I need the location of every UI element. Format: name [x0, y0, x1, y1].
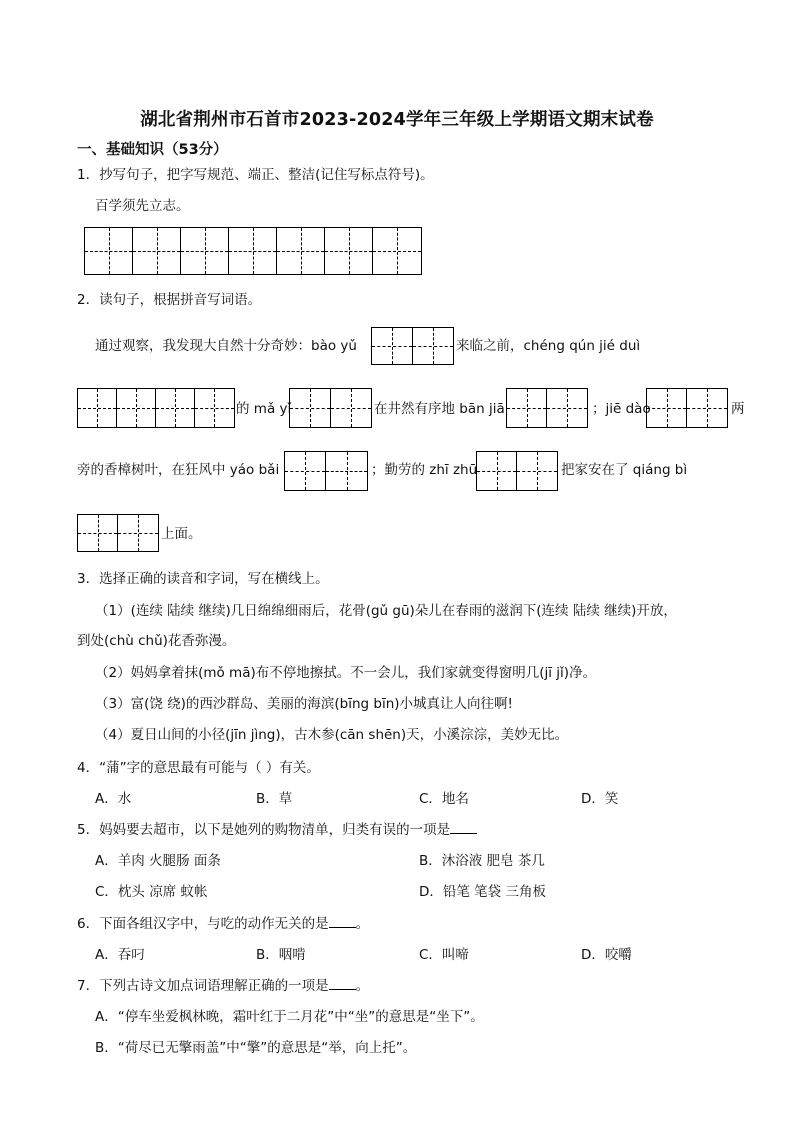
grid-cell[interactable] [118, 515, 158, 551]
q7-option-a[interactable]: A．“停车坐爱枫林晚，霜叶红于二月花”中“坐”的意思是“坐下”。 [95, 1009, 484, 1025]
q5-option-c[interactable]: C．枕头 凉席 蚊帐 [95, 884, 208, 900]
answer-blank[interactable] [450, 821, 477, 834]
grid-cell[interactable] [195, 389, 234, 427]
answer-grid-mayi[interactable] [289, 388, 372, 428]
answer-grid-yaobai[interactable] [284, 451, 368, 491]
q2-text-part: 旁的香樟树叶，在狂风中 yáo bǎi [77, 462, 280, 478]
grid-cell[interactable] [517, 452, 557, 490]
grid-cell[interactable] [290, 389, 331, 427]
q6-option-b[interactable]: B．咽啃 [256, 947, 306, 963]
grid-cell[interactable] [117, 389, 156, 427]
grid-cell[interactable] [78, 515, 118, 551]
answer-grid-zhizhu[interactable] [476, 451, 558, 491]
q4-option-b[interactable]: B．草 [256, 791, 293, 807]
grid-cell[interactable] [325, 228, 373, 274]
answer-grid-qiangbi[interactable] [77, 514, 159, 552]
q2-text-part: 在井然有序地 bān jiā [374, 401, 505, 417]
q6-option-a[interactable]: A．吞叼 [95, 947, 145, 963]
q2-text-part: 上面。 [161, 526, 202, 542]
q4-option-d[interactable]: D．笑 [581, 791, 619, 807]
answer-grid-chengqunjiedui[interactable] [77, 388, 235, 428]
grid-cell[interactable] [156, 389, 195, 427]
grid-cell[interactable] [229, 228, 277, 274]
q7-option-b[interactable]: B．“荷尽已无擎雨盖”中“擎”的意思是“举，向上托”。 [95, 1040, 417, 1056]
q2-text-part: 的 mǎ yǐ [236, 401, 292, 417]
q5-option-a[interactable]: A．羊肉 火腿肠 面条 [95, 853, 221, 869]
q7-stem-text: 7．下列古诗文加点词语理解正确的一项是 [77, 978, 329, 994]
q3-item-1: （1）(连续 陆续 继续)几日绵绵细雨后，花骨(gǔ gū)朵儿在春雨的滋润下(连续 陆续 继续)开放， [95, 603, 677, 619]
q6-option-d[interactable]: D．咬嚼 [581, 947, 632, 963]
question-6-stem [77, 915, 369, 933]
grid-cell[interactable] [373, 228, 421, 274]
answer-blank[interactable] [329, 915, 356, 928]
q2-text-part: ；勤劳的 zhī zhū [371, 462, 478, 478]
copy-writing-grid[interactable] [84, 227, 422, 275]
q3-item-1-cont: 到处(chù chǔ)花香弥漫。 [77, 633, 236, 649]
grid-cell[interactable] [331, 389, 372, 427]
answer-grid-baoyu[interactable] [371, 327, 454, 365]
q2-text-part: 来临之前，chéng qún jié duì [456, 338, 641, 354]
q2-text-part: 把家安在了 qiáng bì [561, 462, 688, 478]
q2-text-part: ；jiē dào [592, 401, 651, 417]
q5-option-b[interactable]: B．沐浴液 肥皂 茶几 [419, 853, 545, 869]
grid-cell[interactable] [78, 389, 117, 427]
q2-text-part: 通过观察，我发现大自然十分奇妙：bào yǔ [95, 338, 357, 354]
grid-cell[interactable] [647, 389, 687, 427]
question-4-stem: 4．“蒲”字的意思最有可能与（ ）有关。 [77, 760, 320, 776]
q4-option-c[interactable]: C．地名 [419, 791, 469, 807]
grid-cell[interactable] [547, 389, 587, 427]
question-1-stem: 1．抄写句子，把字写规范、端正、整洁(记住写标点符号)。 [77, 167, 434, 183]
grid-cell[interactable] [477, 452, 517, 490]
q2-text-part: 两 [731, 401, 745, 417]
grid-cell[interactable] [507, 389, 547, 427]
q3-item-3: （3）富(饶 绕)的西沙群岛、美丽的海滨(bīng bīn)小城真让人向往啊! [95, 696, 513, 712]
q3-item-4: （4）夏日山间的小径(jīn jìng)，古木参(cān shēn)天，小溪淙淙，美妙无比。 [95, 727, 569, 743]
answer-grid-jiedao[interactable] [646, 388, 728, 428]
grid-cell[interactable] [413, 328, 454, 364]
section-heading: 一、基础知识（53分） [77, 142, 228, 158]
exam-title: 湖北省荆州市石首市2023-2024学年三年级上学期语文期末试卷 [140, 110, 654, 130]
grid-cell[interactable] [372, 328, 413, 364]
question-3-stem: 3．选择正确的读音和字词，写在横线上。 [77, 571, 329, 587]
question-5-stem [77, 821, 477, 839]
q7-stem-end: 。 [355, 978, 370, 994]
grid-cell[interactable] [277, 228, 325, 274]
grid-cell[interactable] [181, 228, 229, 274]
answer-grid-banjia[interactable] [506, 388, 588, 428]
q6-option-c[interactable]: C．叫啼 [419, 947, 469, 963]
question-1-sentence: 百学须先立志。 [95, 198, 190, 214]
q6-stem-text: 6．下面各组汉字中，与吃的动作无关的是 [77, 916, 329, 932]
question-7-stem [77, 977, 369, 995]
q6-stem-end: 。 [355, 916, 370, 932]
grid-cell[interactable] [85, 228, 133, 274]
answer-blank[interactable] [329, 977, 356, 990]
q5-option-d[interactable]: D．铅笔 笔袋 三角板 [419, 884, 546, 900]
q4-option-a[interactable]: A．水 [95, 791, 132, 807]
q3-item-2: （2）妈妈拿着抹(mǒ mā)布不停地擦拭。不一会儿，我们家就变得窗明几(jī jǐ)净。 [95, 665, 597, 681]
grid-cell[interactable] [285, 452, 326, 490]
grid-cell[interactable] [326, 452, 367, 490]
question-2-stem: 2．读句子，根据拼音写词语。 [77, 292, 262, 308]
grid-cell[interactable] [687, 389, 727, 427]
grid-cell[interactable] [133, 228, 181, 274]
q5-stem-text: 5．妈妈要去超市，以下是她列的购物清单，归类有误的一项是 [77, 822, 451, 838]
